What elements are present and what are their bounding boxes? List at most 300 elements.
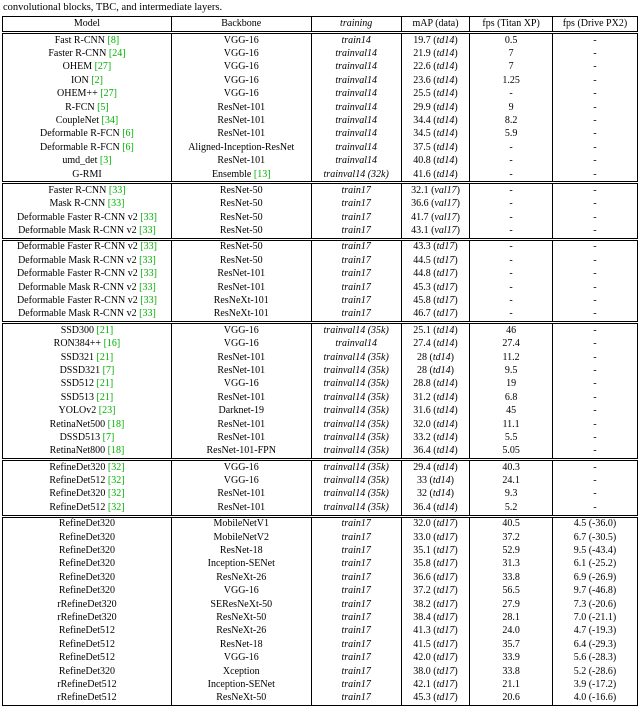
map-cell: 23.6 (td14) [401, 74, 470, 87]
training-cell: trainval14 [311, 141, 401, 154]
table-row [3, 625, 638, 638]
citation-link[interactable]: [32] [107, 475, 125, 487]
fps-titan-cell: 35.7 [470, 638, 553, 651]
table-row [3, 364, 638, 377]
backbone-cell: ResNet-101 [171, 351, 311, 364]
fps-titan-cell: 28.1 [470, 611, 553, 624]
backbone-cell: Darknet-19 [171, 405, 311, 418]
column-header-model: Model [3, 17, 172, 33]
training-cell: train14 [311, 33, 401, 48]
map-cell: 45.3 (td17) [401, 281, 470, 294]
backbone-cell: ResNeXt-26 [171, 625, 311, 638]
fps-titan-cell: 9.3 [470, 488, 553, 501]
table-row [3, 571, 638, 584]
map-cell: 40.8 (td14) [401, 155, 470, 168]
table-row [3, 611, 638, 624]
training-cell: train17 [311, 544, 401, 557]
fps-titan-cell: 5.9 [470, 128, 553, 141]
fps-px2-cell: - [552, 431, 637, 444]
fps-titan-cell: - [470, 168, 553, 183]
fps-titan-cell: 8.2 [470, 114, 553, 127]
model-cell: SSD321 [21] [3, 351, 172, 364]
results-table [2, 16, 638, 706]
row-group-2 [3, 183, 638, 240]
training-cell: train17 [311, 281, 401, 294]
citation-link[interactable]: [33] [139, 254, 156, 266]
table-row [3, 431, 638, 444]
table-header-row [3, 17, 638, 33]
backbone-cell: MobileNetV2 [171, 531, 311, 544]
fps-px2-cell: 6.1 (-25.2) [552, 558, 637, 571]
citation-link[interactable]: [7] [102, 364, 115, 376]
fps-titan-cell: 33.8 [470, 665, 553, 678]
training-cell: trainval14 (35k) [311, 445, 401, 460]
table-row [3, 391, 638, 404]
backbone-cell: ResNet-50 [171, 239, 311, 254]
map-cell: 31.2 (td14) [401, 391, 470, 404]
citation-link[interactable]: [6] [122, 141, 134, 153]
table-row [3, 168, 638, 183]
fps-titan-cell: 31.3 [470, 558, 553, 571]
fps-titan-cell: - [470, 308, 553, 323]
fps-px2-cell: - [552, 198, 637, 211]
fps-titan-cell: 24.1 [470, 475, 553, 488]
training-cell: train17 [311, 598, 401, 611]
model-cell: RefineDet512 [32] [3, 501, 172, 516]
fps-titan-cell: 27.9 [470, 598, 553, 611]
table-row [3, 33, 638, 48]
training-cell: trainval14 [311, 155, 401, 168]
backbone-cell: MobileNetV1 [171, 516, 311, 531]
citation-link[interactable]: [32] [107, 461, 125, 473]
citation-link[interactable]: [13] [253, 168, 271, 180]
map-cell: 27.4 (td14) [401, 338, 470, 351]
backbone-cell: Xception [171, 665, 311, 678]
fps-px2-cell: - [552, 391, 637, 404]
fps-px2-cell: - [552, 281, 637, 294]
map-cell: 33 (td14) [401, 475, 470, 488]
fps-px2-cell: - [552, 488, 637, 501]
model-cell: Deformable Faster R-CNN v2 [33] [3, 239, 172, 254]
model-cell: umd_det [3] [3, 155, 172, 168]
training-cell: trainval14 (35k) [311, 501, 401, 516]
model-cell: RetinaNet500 [18] [3, 418, 172, 431]
map-cell: 38.0 (td17) [401, 665, 470, 678]
citation-link[interactable]: [33] [140, 241, 157, 253]
citation-link[interactable]: [33] [139, 281, 156, 293]
map-cell: 31.6 (td14) [401, 405, 470, 418]
training-cell: train17 [311, 198, 401, 211]
training-cell: train17 [311, 294, 401, 307]
citation-link[interactable]: [27] [100, 88, 117, 100]
table-row [3, 101, 638, 114]
model-cell: SSD513 [21] [3, 391, 172, 404]
training-cell: trainval14 [311, 47, 401, 60]
fps-titan-cell: 7 [470, 47, 553, 60]
fps-titan-cell: - [470, 141, 553, 154]
backbone-cell: ResNet-101 [171, 488, 311, 501]
row-group-1 [3, 33, 638, 183]
backbone-cell: ResNet-18 [171, 638, 311, 651]
map-cell: 33.2 (td14) [401, 431, 470, 444]
map-cell: 25.5 (td14) [401, 88, 470, 101]
training-cell: train17 [311, 571, 401, 584]
model-cell: CoupleNet [34] [3, 114, 172, 127]
citation-link[interactable]: [33] [107, 198, 125, 210]
backbone-cell: VGG-16 [171, 338, 311, 351]
training-cell: trainval14 [311, 101, 401, 114]
table-row [3, 351, 638, 364]
model-cell: RefineDet320 [32] [3, 460, 172, 475]
map-cell: 44.5 (td17) [401, 254, 470, 267]
table-row [3, 488, 638, 501]
citation-link[interactable]: [24] [108, 47, 126, 59]
backbone-cell: VGG-16 [171, 460, 311, 475]
fps-px2-cell: 7.3 (-20.6) [552, 598, 637, 611]
fps-px2-cell: - [552, 141, 637, 154]
table-row [3, 88, 638, 101]
training-cell: trainval14 [311, 61, 401, 74]
citation-link[interactable]: [7] [102, 431, 115, 443]
training-cell: train17 [311, 652, 401, 665]
table-row [3, 224, 638, 239]
citation-link[interactable]: [6] [122, 128, 134, 140]
backbone-cell: ResNet-101 [171, 155, 311, 168]
model-cell: DSSD321 [7] [3, 364, 172, 377]
fps-titan-cell: 11.2 [470, 351, 553, 364]
citation-link[interactable]: [33] [140, 268, 157, 280]
map-cell: 36.4 (td14) [401, 445, 470, 460]
backbone-cell: ResNet-101 [171, 101, 311, 114]
map-cell: 35.8 (td17) [401, 558, 470, 571]
fps-titan-cell: - [470, 268, 553, 281]
backbone-cell: VGG-16 [171, 47, 311, 60]
model-cell: R-FCN [5] [3, 101, 172, 114]
map-cell: 21.9 (td14) [401, 47, 470, 60]
fps-titan-cell: 52.9 [470, 544, 553, 557]
backbone-cell: ResNet-101 [171, 128, 311, 141]
fps-px2-cell: 4.0 (-16.6) [552, 692, 637, 706]
backbone-cell: Ensemble [13] [171, 168, 311, 183]
table-caption: convolutional blocks, TBC, and intermediate layers. [3, 2, 223, 13]
fps-px2-cell: - [552, 268, 637, 281]
table-row [3, 405, 638, 418]
training-cell: train17 [311, 239, 401, 254]
backbone-cell: VGG-16 [171, 378, 311, 391]
fps-px2-cell: 6.7 (-30.5) [552, 531, 637, 544]
model-cell: Deformable Faster R-CNN v2 [33] [3, 211, 172, 224]
fps-px2-cell: - [552, 114, 637, 127]
backbone-cell: ResNeXt-26 [171, 571, 311, 584]
table-row [3, 558, 638, 571]
model-cell: RefineDet512 [3, 625, 172, 638]
fps-px2-cell: - [552, 168, 637, 183]
fps-titan-cell: 20.6 [470, 692, 553, 706]
training-cell: trainval14 (35k) [311, 460, 401, 475]
training-cell: train17 [311, 211, 401, 224]
training-cell: trainval14 (35k) [311, 475, 401, 488]
training-cell: train17 [311, 558, 401, 571]
backbone-cell: ResNet-50 [171, 198, 311, 211]
map-cell: 37.5 (td14) [401, 141, 470, 154]
training-cell: trainval14 (35k) [311, 323, 401, 338]
training-cell: train17 [311, 268, 401, 281]
table-row [3, 198, 638, 211]
map-cell: 41.5 (td17) [401, 638, 470, 651]
row-group-6 [3, 516, 638, 705]
table-row [3, 652, 638, 665]
table-row [3, 585, 638, 598]
fps-px2-cell: 9.7 (-46.8) [552, 585, 637, 598]
table-row [3, 531, 638, 544]
table-row [3, 445, 638, 460]
backbone-cell: ResNet-101 [171, 364, 311, 377]
map-cell: 32 (td14) [401, 488, 470, 501]
fps-px2-cell: - [552, 445, 637, 460]
map-cell: 41.7 (val17) [401, 211, 470, 224]
fps-px2-cell: - [552, 224, 637, 239]
fps-titan-cell: 56.5 [470, 585, 553, 598]
backbone-cell: VGG-16 [171, 475, 311, 488]
fps-titan-cell: - [470, 155, 553, 168]
table-row [3, 544, 638, 557]
backbone-cell: Aligned-Inception-ResNet [171, 141, 311, 154]
fps-titan-cell: - [470, 88, 553, 101]
table-row [3, 323, 638, 338]
model-cell: Mask R-CNN [33] [3, 198, 172, 211]
map-cell: 19.7 (td14) [401, 33, 470, 48]
fps-px2-cell: 5.2 (-28.6) [552, 665, 637, 678]
map-cell: 38.4 (td17) [401, 611, 470, 624]
model-cell: RefineDet512 [3, 638, 172, 651]
fps-px2-cell: - [552, 47, 637, 60]
fps-titan-cell: 1.25 [470, 74, 553, 87]
training-cell: trainval14 [311, 74, 401, 87]
training-cell: train17 [311, 638, 401, 651]
model-cell: rRefineDet512 [3, 692, 172, 706]
model-cell: ION [2] [3, 74, 172, 87]
model-cell: RefineDet320 [3, 516, 172, 531]
table-row [3, 294, 638, 307]
fps-px2-cell: 6.9 (-26.9) [552, 571, 637, 584]
fps-px2-cell: 6.4 (-29.3) [552, 638, 637, 651]
citation-link[interactable]: [16] [103, 338, 121, 350]
fps-titan-cell: 27.4 [470, 338, 553, 351]
backbone-cell: ResNet-50 [171, 211, 311, 224]
model-cell: RefineDet512 [3, 652, 172, 665]
backbone-cell: ResNet-101 [171, 501, 311, 516]
map-cell: 36.6 (td17) [401, 571, 470, 584]
fps-titan-cell: 0.5 [470, 33, 553, 48]
map-cell: 46.7 (td17) [401, 308, 470, 323]
fps-px2-cell: - [552, 323, 637, 338]
table-row [3, 665, 638, 678]
table-row [3, 74, 638, 87]
map-cell: 34.5 (td14) [401, 128, 470, 141]
fps-px2-cell: 4.7 (-19.3) [552, 625, 637, 638]
map-cell: 32.0 (td14) [401, 418, 470, 431]
citation-link[interactable]: [8] [107, 34, 120, 46]
map-cell: 32.1 (val17) [401, 183, 470, 198]
training-cell: train17 [311, 254, 401, 267]
model-cell: OHEM [27] [3, 61, 172, 74]
model-cell: Deformable Faster R-CNN v2 [33] [3, 294, 172, 307]
citation-link[interactable]: [18] [107, 445, 125, 457]
training-cell: trainval14 (35k) [311, 364, 401, 377]
training-cell: train17 [311, 531, 401, 544]
citation-link[interactable]: [21] [96, 324, 114, 336]
citation-link[interactable]: [3] [99, 155, 112, 167]
fps-titan-cell: - [470, 281, 553, 294]
citation-link[interactable]: [33] [139, 225, 156, 237]
model-cell: RefineDet320 [3, 544, 172, 557]
backbone-cell: ResNeXt-101 [171, 294, 311, 307]
fps-titan-cell: - [470, 239, 553, 254]
fps-px2-cell: - [552, 128, 637, 141]
table-row [3, 155, 638, 168]
model-cell: Deformable R-FCN [6] [3, 141, 172, 154]
table-row [3, 254, 638, 267]
model-cell: Faster R-CNN [33] [3, 183, 172, 198]
backbone-cell: VGG-16 [171, 33, 311, 48]
backbone-cell: ResNet-101-FPN [171, 445, 311, 460]
map-cell: 43.1 (val17) [401, 224, 470, 239]
training-cell: trainval14 (35k) [311, 418, 401, 431]
model-cell: Deformable Mask R-CNN v2 [33] [3, 308, 172, 323]
fps-px2-cell: - [552, 351, 637, 364]
citation-link[interactable]: [33] [108, 184, 126, 196]
fps-titan-cell: - [470, 254, 553, 267]
backbone-cell: Inception-SENet [171, 678, 311, 691]
table-row [3, 61, 638, 74]
fps-titan-cell: 46 [470, 323, 553, 338]
model-cell: RefineDet320 [3, 571, 172, 584]
column-header-backbone: Backbone [171, 17, 311, 33]
backbone-cell: ResNet-101 [171, 114, 311, 127]
map-cell: 22.6 (td14) [401, 61, 470, 74]
citation-link[interactable]: [21] [96, 391, 114, 403]
column-header-map: mAP (data) [401, 17, 470, 33]
backbone-cell: ResNet-18 [171, 544, 311, 557]
fps-px2-cell: - [552, 88, 637, 101]
citation-link[interactable]: [33] [139, 308, 156, 320]
fps-titan-cell: 6.8 [470, 391, 553, 404]
citation-link[interactable]: [2] [91, 74, 103, 86]
fps-titan-cell: 9 [470, 101, 553, 114]
model-cell: G-RMI [3, 168, 172, 183]
model-cell: Deformable Mask R-CNN v2 [33] [3, 254, 172, 267]
fps-px2-cell: 7.0 (-21.1) [552, 611, 637, 624]
map-cell: 28 (td14) [401, 351, 470, 364]
fps-titan-cell: 33.9 [470, 652, 553, 665]
model-cell: RefineDet512 [32] [3, 475, 172, 488]
citation-link[interactable]: [18] [107, 418, 125, 430]
training-cell: trainval14 (35k) [311, 351, 401, 364]
map-cell: 32.0 (td17) [401, 516, 470, 531]
model-cell: SSD512 [21] [3, 378, 172, 391]
fps-titan-cell: 40.5 [470, 516, 553, 531]
map-cell: 45.3 (td17) [401, 692, 470, 706]
fps-px2-cell: - [552, 61, 637, 74]
map-cell: 34.4 (td14) [401, 114, 470, 127]
citation-link[interactable]: [32] [107, 501, 125, 513]
model-cell: SSD300 [21] [3, 323, 172, 338]
fps-titan-cell: - [470, 198, 553, 211]
column-header-fps-titan: fps (Titan XP) [470, 17, 553, 33]
map-cell: 36.4 (td14) [401, 501, 470, 516]
table-row [3, 183, 638, 198]
fps-titan-cell: 21.1 [470, 678, 553, 691]
map-cell: 28.8 (td14) [401, 378, 470, 391]
citation-link[interactable]: [33] [140, 211, 157, 223]
citation-link[interactable]: [23] [98, 405, 116, 417]
fps-px2-cell: - [552, 338, 637, 351]
fps-titan-cell: - [470, 211, 553, 224]
model-cell: Deformable Faster R-CNN v2 [33] [3, 268, 172, 281]
backbone-cell: Inception-SENet [171, 558, 311, 571]
fps-titan-cell: 19 [470, 378, 553, 391]
model-cell: RON384++ [16] [3, 338, 172, 351]
table-row [3, 501, 638, 516]
table-row [3, 460, 638, 475]
training-cell: train17 [311, 665, 401, 678]
model-cell: Fast R-CNN [8] [3, 33, 172, 48]
fps-titan-cell: 9.5 [470, 364, 553, 377]
model-cell: RetinaNet800 [18] [3, 445, 172, 460]
backbone-cell: VGG-16 [171, 88, 311, 101]
citation-link[interactable]: [34] [101, 114, 119, 126]
backbone-cell: ResNeXt-50 [171, 611, 311, 624]
model-cell: RefineDet320 [3, 531, 172, 544]
table-row [3, 338, 638, 351]
fps-px2-cell: - [552, 33, 637, 48]
model-cell: RefineDet320 [32] [3, 488, 172, 501]
map-cell: 35.1 (td17) [401, 544, 470, 557]
table-row [3, 114, 638, 127]
citation-link[interactable]: [21] [96, 351, 114, 363]
map-cell: 33.0 (td17) [401, 531, 470, 544]
backbone-cell: ResNet-50 [171, 183, 311, 198]
citation-link[interactable]: [32] [107, 488, 125, 500]
citation-link[interactable]: [33] [140, 295, 157, 307]
model-cell: RefineDet320 [3, 558, 172, 571]
row-group-5 [3, 460, 638, 517]
citation-link[interactable]: [5] [97, 101, 109, 113]
training-cell: trainval14 [311, 88, 401, 101]
fps-px2-cell: - [552, 183, 637, 198]
training-cell: train17 [311, 678, 401, 691]
fps-px2-cell: - [552, 460, 637, 475]
fps-titan-cell: 5.05 [470, 445, 553, 460]
model-cell: rRefineDet320 [3, 598, 172, 611]
training-cell: train17 [311, 308, 401, 323]
map-cell: 43.3 (td17) [401, 239, 470, 254]
column-header-fps-px2: fps (Drive PX2) [552, 17, 637, 33]
fps-titan-cell: 7 [470, 61, 553, 74]
fps-px2-cell: - [552, 254, 637, 267]
backbone-cell: ResNet-101 [171, 268, 311, 281]
citation-link[interactable]: [21] [96, 378, 114, 390]
backbone-cell: ResNet-101 [171, 281, 311, 294]
fps-px2-cell: - [552, 378, 637, 391]
model-cell: rRefineDet512 [3, 678, 172, 691]
citation-link[interactable]: [27] [94, 61, 112, 73]
fps-px2-cell: - [552, 101, 637, 114]
training-cell: trainval14 [311, 128, 401, 141]
training-cell: train17 [311, 585, 401, 598]
table-row [3, 281, 638, 294]
training-cell: train17 [311, 692, 401, 706]
